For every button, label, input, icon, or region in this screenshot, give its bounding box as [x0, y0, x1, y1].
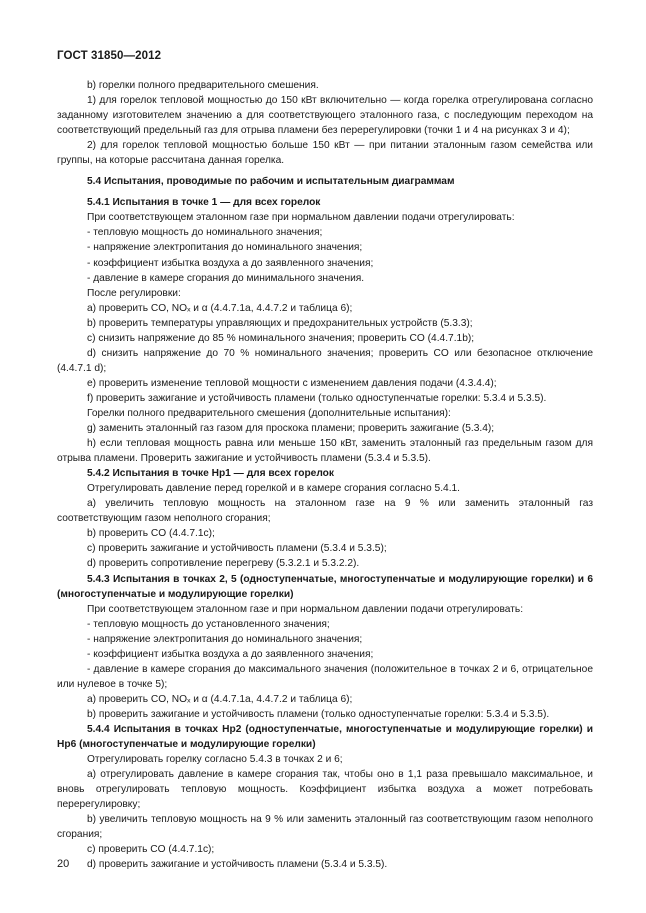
list-item: g) заменить эталонный газ газом для проскока пламени; проверить зажигание (5.3.4);	[87, 423, 495, 435]
paragraph: 1) для горелок тепловой мощностью до 150 кВт включительно — когда горелка отрегулирована согласно заданному изготовителем значению а для соответствующего эталонного газа, с последующим переходом на соответствующий предельный газ для отрыва пламени без перерегулировки (точки 1 и 4 на рисунках 3 и 4);	[57, 95, 593, 137]
list-item: a) проверить CO, NOₓ и α (4.4.7.1a, 4.4.7.2 и таблица 6);	[87, 302, 353, 314]
paragraph: 2) для горелок тепловой мощностью больше 150 кВт — при питании эталонным газом семейства или группы, на которые рассчитана данная горелка.	[57, 140, 593, 167]
list-item: d) снизить напряжение до 70 % номинального значения; проверить CO или безопасное отключение (4.4.7.1 d);	[57, 347, 593, 374]
paragraph: После регулировки:	[87, 287, 181, 299]
page-number: 20	[57, 858, 70, 870]
paragraph: При соответствующем эталонном газе и при нормальном давлении подачи отрегулировать:	[87, 603, 524, 615]
paragraph: При соответствующем эталонном газе при нормальном давлении подачи отрегулировать:	[87, 212, 515, 224]
list-item: - коэффициент избытка воздуха а до заявленного значения;	[87, 648, 374, 660]
paragraph: b) горелки полного предварительного смешения.	[87, 80, 319, 91]
list-item: a) проверить CO, NOₓ и α (4.4.7.1a, 4.4.7.2 и таблица 6);	[87, 693, 353, 705]
list-item: d) проверить зажигание и устойчивость пламени (5.3.4 и 5.3.5).	[87, 859, 388, 871]
document-body	[57, 78, 593, 872]
list-item: a) отрегулировать давление в камере сгорания так, чтобы оно в 1,1 раза превышало максимальное, и вновь отрегулировать тепловую мощность. Коэффициент избытка воздуха а может потребовать перерегулировку;	[57, 769, 593, 811]
list-item: d) проверить сопротивление перегреву (5.3.2.1 и 5.3.2.2).	[87, 558, 360, 570]
paragraph: Горелки полного предварительного смешения (дополнительные испытания):	[87, 407, 451, 419]
list-item: - давление в камере сгорания до минимального значения.	[87, 272, 365, 284]
list-item: f) проверить зажигание и устойчивость пламени (только одноступенчатые горелки: 5.3.4 и 5.3.5).	[87, 392, 547, 404]
paragraph: Отрегулировать давление перед горелкой и в камере сгорания согласно 5.4.1.	[87, 483, 461, 495]
list-item: - давление в камере сгорания до максимального значения (положительное в точках 2 и 6, отрицательное или нулевое в точке 5);	[57, 663, 593, 690]
list-item: - напряжение электропитания до номинального значения;	[87, 242, 363, 254]
list-item: b) проверить зажигание и устойчивость пламени (только одноступенчатые горелки: 5.3.4 и 5.3.5).	[87, 708, 550, 720]
subsection-heading: 5.4.1 Испытания в точке 1 — для всех горелок	[87, 197, 321, 209]
section-heading: 5.4 Испытания, проводимые по рабочим и испытательным диаграммам	[87, 176, 455, 188]
list-item: - напряжение электропитания до номинального значения;	[87, 633, 363, 645]
list-item: b) увеличить тепловую мощность на 9 % или заменить эталонный газ соответствующим газом неполного сгорания;	[57, 814, 593, 841]
list-item: e) проверить изменение тепловой мощности с изменением давления подачи (4.3.4.4);	[87, 377, 497, 389]
subsection-heading: 5.4.4 Испытания в точках Нр2 (одноступенчатые, многоступенчатые и модулирующие горелки) и Нр6 (многоступенчатые и модулирующие горелки)	[57, 723, 593, 751]
list-item: h) если тепловая мощность равна или меньше 150 кВт, заменить эталонный газ предельным газом для отрыва пламени. Проверить зажигание и устойчивость пламени (5.3.4 и 5.3.5).	[57, 438, 593, 465]
paragraph: Отрегулировать горелку согласно 5.4.3 в точках 2 и 6;	[87, 754, 343, 766]
subsection-heading: 5.4.3 Испытания в точках 2, 5 (одноступенчатые, многоступенчатые и модулирующие горелки) и 6 (многоступенчатые и модулирующие горелки)	[57, 573, 593, 600]
list-item: c) проверить зажигание и устойчивость пламени (5.3.4 и 5.3.5);	[87, 543, 387, 555]
list-item: b) проверить CO (4.4.7.1c);	[87, 528, 215, 540]
list-item: - коэффициент избытка воздуха а до заявленного значения;	[87, 257, 374, 269]
list-item: c) снизить напряжение до 85 % номинального значения; проверить CO (4.4.7.1b);	[87, 332, 475, 344]
document-header: ГОСТ 31850—2012	[57, 50, 162, 62]
list-item: b) проверить температуры управляющих и предохранительных устройств (5.3.3);	[87, 317, 473, 329]
list-item: a) увеличить тепловую мощность на эталонном газе на 9 % или заменить эталонный газ соответствующим газом неполного сгорания;	[57, 498, 593, 525]
list-item: - тепловую мощность до установленного значения;	[87, 618, 330, 630]
subsection-heading: 5.4.2 Испытания в точке Нр1 — для всех горелок	[87, 468, 334, 480]
list-item: c) проверить CO (4.4.7.1c);	[87, 844, 215, 856]
list-item: - тепловую мощность до номинального значения;	[87, 227, 323, 239]
